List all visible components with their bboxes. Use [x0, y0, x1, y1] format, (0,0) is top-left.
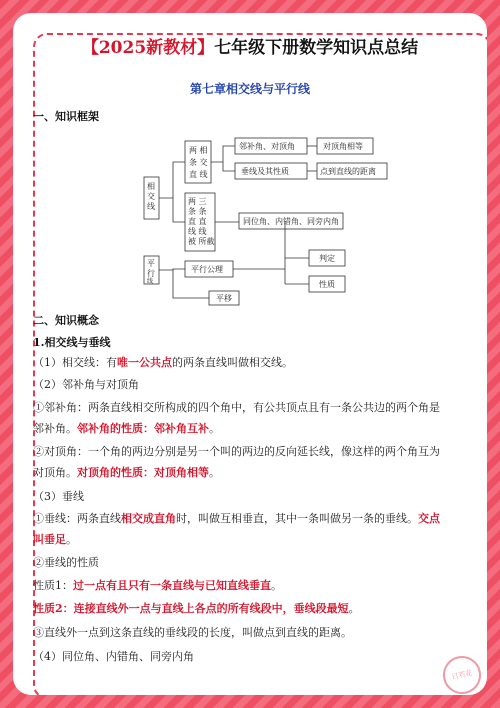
svg-text:被 所截: 被 所截: [188, 237, 215, 246]
svg-text:交: 交: [147, 192, 155, 201]
section-concepts-heading: 二、知识概念: [33, 314, 99, 327]
paragraph-perpendicular-definition: ①垂线：两条直线相交成直角时，叫做互相垂直，其中一条叫做另一条的垂线。交点: [33, 512, 440, 525]
paragraph-angle-types: （4）同位角、内错角、同旁内角: [33, 650, 194, 663]
watermark-stamp: 日若花: [439, 652, 484, 695]
node-vertical-equal-label: 对顶角相等: [323, 142, 363, 151]
paragraph-adjacent-definition: ①邻补角：两条直线相交所构成的四个角中，有公共顶点且有一条公共边的两个角是: [33, 401, 440, 414]
paragraph-perpendicular-heading: （3）垂线: [33, 490, 84, 503]
svg-text:条 条: 条 条: [188, 207, 207, 216]
svg-text:线: 线: [147, 278, 154, 285]
section-framework-heading: 一、知识框架: [33, 110, 99, 123]
paragraph-adjacent-vertical: （2）邻补角与对顶角: [33, 378, 139, 391]
chapter-heading: 第七章相交线与平行线: [189, 82, 310, 96]
title-main: 七年级下册数学知识点总结: [214, 38, 419, 58]
svg-text:线 线: 线 线: [188, 227, 207, 236]
node-distance-label: 点到直线的距离: [320, 167, 376, 176]
title-highlight: 【2025新教材】: [81, 38, 215, 58]
node-adjacent-angles-label: 邻补角、对顶角: [239, 142, 295, 151]
svg-text:线: 线: [147, 202, 155, 211]
paragraph-foot-of-perpendicular: 叫垂足。: [33, 533, 77, 546]
paragraph-distance: ③直线外一点到这条直线的垂线段的长度，叫做点到直线的距离。: [33, 626, 352, 639]
svg-text:直 线: 直 线: [189, 170, 208, 179]
paragraph-vertical-property: 对顶角。对顶角的性质：对顶角相等。: [33, 466, 220, 479]
paragraph-vertical-definition: ②对顶角：一个角的两边分别是另一个叫的两边的反向延长线，像这样的两个角互为: [33, 445, 440, 458]
paragraph-property-2: 性质2：连接直线外一点与直线上各点的所有线段中，垂线段最短。: [33, 602, 360, 615]
svg-text:两 三: 两 三: [188, 197, 207, 206]
node-axiom-label: 平行公理: [191, 265, 223, 274]
svg-text:行: 行: [147, 269, 155, 278]
node-judge-label: 判定: [319, 254, 335, 263]
node-intersecting-lines-label: 相: [147, 182, 155, 191]
paragraph-intersecting-lines: （1）相交线：有唯一公共点的两条直线叫做相交线。: [33, 356, 293, 369]
svg-text:两 相: 两 相: [189, 146, 208, 155]
svg-text:直 直: 直 直: [188, 217, 207, 226]
node-translate-label: 平移: [216, 294, 232, 303]
node-three-angles-label: 同位角、内错角、同旁内角: [243, 217, 339, 226]
node-perpendicular-label: 垂线及其性质: [241, 167, 289, 176]
document-page: [13, 13, 487, 695]
node-property-label: 性质: [319, 280, 335, 289]
subsection-intersecting-perpendicular: 1.相交线与垂线: [33, 336, 111, 349]
paragraph-property-1: 性质1：过一点有且只有一条直线与已知直线垂直。: [33, 579, 282, 592]
paragraph-perpendicular-properties: ②垂线的性质: [33, 556, 99, 569]
svg-text:平: 平: [147, 259, 155, 268]
svg-text:条 交: 条 交: [189, 158, 208, 167]
paragraph-adjacent-property: 邻补角。邻补角的性质：邻补角互补。: [33, 422, 220, 435]
